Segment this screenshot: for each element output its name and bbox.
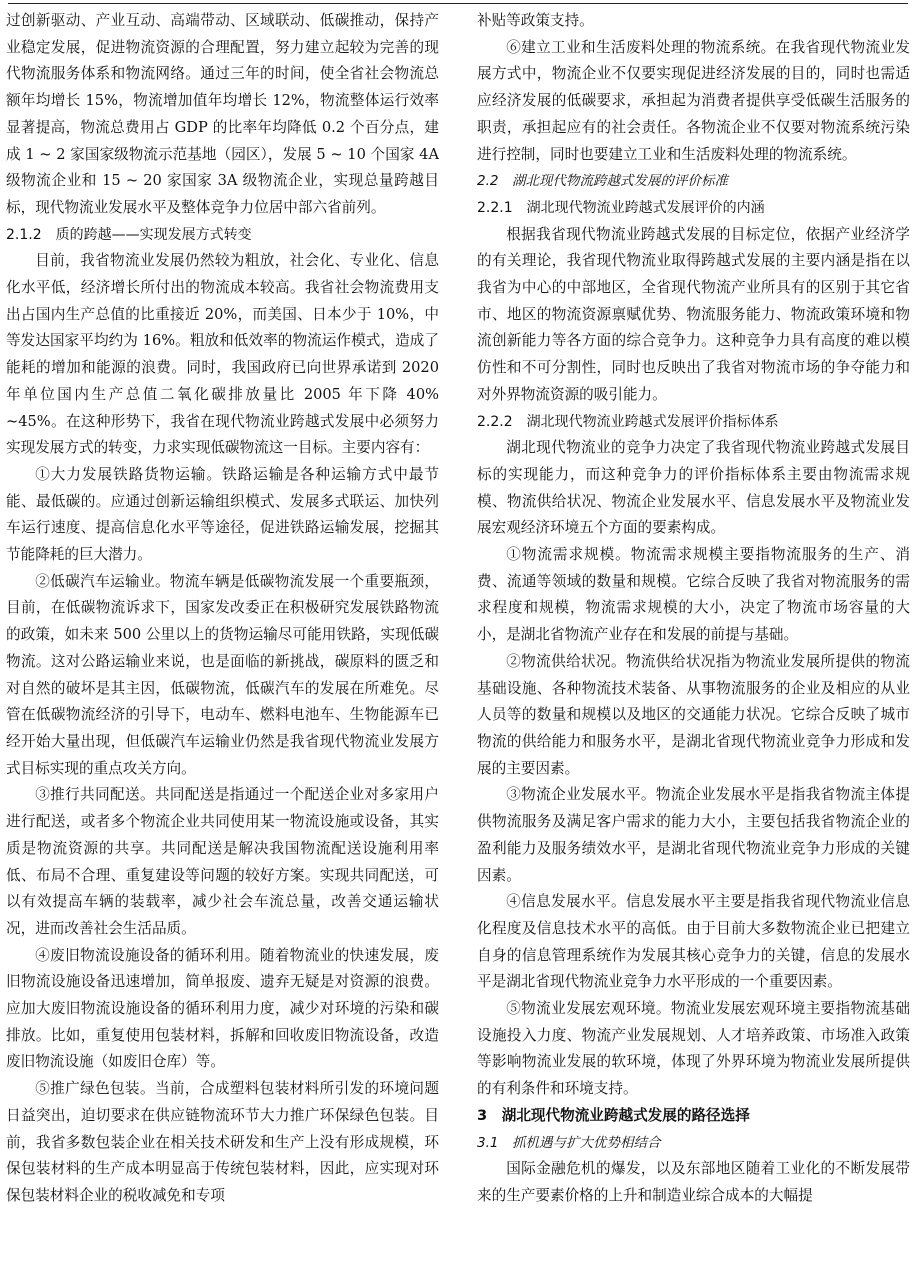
heading-3: 3 湖北现代物流业跨越式发展的路径选择: [477, 1106, 750, 1124]
header-rule: [8, 3, 908, 4]
paragraph: ①物流需求规模。物流需求规模主要指物流服务的生产、消费、流通等领域的数量和规模。它综合反映了我省对物流服务的需求程度和规模，物流需求规模的大小，决定了物流市场容量的大小，是湖北省物流产业存在和发展的前提与基础。: [477, 546, 910, 644]
right-continuation: 补贴等政策支持。: [477, 12, 594, 29]
paragraph: ③推行共同配送。共同配送是指通过一个配送企业对多家用户进行配送，或者多个物流企业共同使用某一物流设施或设备，其实质是物流资源的共享。共同配送是解决我国物流配送设施利用率低、布局不合理、重复建设等问题的较好方案。实现共同配送，可以有效提高车辆的装载率，减少社会车流总量，改善交通运输状况，进而改善社会生活品质。: [6, 786, 439, 937]
heading-2-2: 2.2 湖北现代物流跨越式发展的评价标准: [477, 173, 728, 190]
paragraph: 目前，我省物流业发展仍然较为粗放，社会化、专业化、信息化水平低，经济增长所付出的物流成本较高。我省社会物流费用支出占国内生产总值的比重接近 20%，而美国、日本少于 10%，中等发达国家平均约为 16%。粗放和低效率的物流运作模式，造成了能耗的增加和能源的浪费。同时，我国政府已向世界承诺到 2020 年单位国内生产总值二氧化碳排放量比 2005 年下降 40% ~45%。在这种形势下，我省在现代物流业跨越式发展中必须努力实现发展方式的转变，力求实现低碳物流这一目标。主要内容有：: [6, 252, 439, 457]
heading-3-1: 3.1 抓机遇与扩大优势相结合: [477, 1134, 661, 1151]
paragraph: ②物流供给状况。物流供给状况指为物流业发展所提供的物流基础设施、各种物流技术装备、从事物流服务的企业及相应的从业人员等的数量和规模以及地区的交通能力状况。它综合反映了城市物流的供给能力和服务水平，是湖北省现代物流业竞争力形成和发展的主要因素。: [477, 652, 910, 777]
paragraph: 根据我省现代物流业跨越式发展的目标定位，依据产业经济学的有关理论，我省现代物流业取得跨越式发展的主要内涵是指在以我省为中心的中部地区，全省现代物流产业所具有的区别于其它省市、地区的物流资源禀赋优势、物流服务能力、物流政策环境和物流创新能力等各方面的综合竞争力。这种竞争力具有高度的难以模仿性和不可分割性，同时也反映出了我省对物流市场的争夺能力和对外界物流资源的吸引能力。: [477, 225, 910, 403]
heading-2-2-1: 2.2.1 湖北现代物流业跨越式发展评价的内涵: [477, 199, 765, 216]
right-column: [477, 8, 910, 1283]
paragraph: 国际金融危机的爆发，以及东部地区随着工业化的不断发展带来的生产要素价格的上升和制造业综合成本的大幅提: [477, 1160, 910, 1204]
paragraph: ③物流企业发展水平。物流企业发展水平是指我省物流主体提供物流服务及满足客户需求的能力大小，主要包括我省物流企业的盈利能力及服务绩效水平，是湖北省现代物流业竞争力形成的关键因素。: [477, 786, 910, 884]
paragraph: ①大力发展铁路货物运输。铁路运输是各种运输方式中最节能、最低碳的。应通过创新运输组织模式、发展多式联运、加快列车运行速度、提高信息化水平等途径，促进铁路运输发展，挖掘其节能降耗的巨大潜力。: [6, 465, 439, 564]
heading-2-2-2: 2.2.2 湖北现代物流业跨越式发展评价指标体系: [477, 413, 779, 430]
paragraph: ⑤推广绿色包装。当前，合成塑料包装材料所引发的环境问题日益突出，迫切要求在供应链物流环节大力推广环保绿色包装。目前，我省多数包装企业在相关技术研发和生产上没有形成规模，环保包装材料的生产成本明显高于传统包装材料，因此，应实现对环保包装材料企业的税收减免和专项: [6, 1080, 439, 1204]
heading-2-1-2: 2.1.2 质的跨越——实现发展方式转变: [6, 226, 252, 243]
paragraph: ④信息发展水平。信息发展水平主要是指我省现代物流业信息化程度及信息技术水平的高低。由于目前大多数物流企业已把建立自身的信息管理系统作为发展其核心竞争力的关键，信息的发展水平是湖北省现代物流业竞争力水平形成的一个重要因素。: [477, 893, 910, 991]
paragraph: ⑥建立工业和生活废料处理的物流系统。在我省现代物流业发展方式中，物流企业不仅要实现促进经济发展的目的，同时也需适应经济发展的低碳要求，承担起为消费者提供享受低碳生活服务的职责，承担起应有的社会责任。各物流企业不仅要对物流系统污染进行控制，同时也要建立工业和生活废料处理的物流系统。: [477, 38, 910, 163]
paragraph: ⑤物流业发展宏观环境。物流业发展宏观环境主要指物流基础设施投入力度、物流产业发展规划、人才培养政策、市场准入政策等影响物流业发展的软环境，体现了外界环境为物流业发展所提供的有利条件和环境支持。: [477, 1000, 910, 1098]
paragraph: 湖北现代物流业的竞争力决定了我省现代物流业跨越式发展目标的实现能力，而这种竞争力的评价指标体系主要由物流需求规模、物流供给状况、物流企业发展水平、信息发展水平及物流业发展宏观经济环境五个方面的要素构成。: [477, 439, 910, 537]
left-continuation: 过创新驱动、产业互动、高端带动、区域联动、低碳推动，保持产业稳定发展，促进物流资源的合理配置，努力建立起较为完善的现代物流服务体系和物流网络。通过三年的时间，使全省社会物流总额年均增长 15%，物流增加值年均增长 12%，物流整体运行效率显著提高，物流总费用占 GDP 的比率年均降低 0.2 个百分点，建成 1 ~ 2 家国家级物流示范基地（园区），发展 5 ~ 10 个国家 4A 级物流企业和 15 ~ 20 家国家 3A 级物流企业，实现总量跨越目标，现代物流业发展水平及整体竞争力位居中部六省前列。: [6, 12, 439, 216]
paragraph: ②低碳汽车运输业。物流车辆是低碳物流发展一个重要瓶颈，目前，在低碳物流诉求下，国家发改委正在积极研究发展铁路物流的政策，如未来 500 公里以上的货物运输尽可能用铁路，实现低碳物流。这对公路运输业来说，也是面临的新挑战，碳原料的匮乏和对自然的破坏是其主因，低碳物流，低碳汽车的发展在所难免。尽管在低碳物流经济的引导下，电动车、燃料电池车、生物能源车已经开始大量出现，但低碳汽车运输业仍然是我省现代物流业发展方式目标实现的重点攻关方向。: [6, 572, 439, 777]
left-column: [6, 8, 439, 1283]
paragraph: ④废旧物流设施设备的循环利用。随着物流业的快速发展，废旧物流设施设备迅速增加，简单报废、遗弃无疑是对资源的浪费。应加大废旧物流设施设备的循环利用力度，减少对环境的污染和碳排放。比如，重复使用包装材料，拆解和回收废旧物流设备，改造废旧物流设施（如废旧仓库）等。: [6, 946, 439, 1071]
